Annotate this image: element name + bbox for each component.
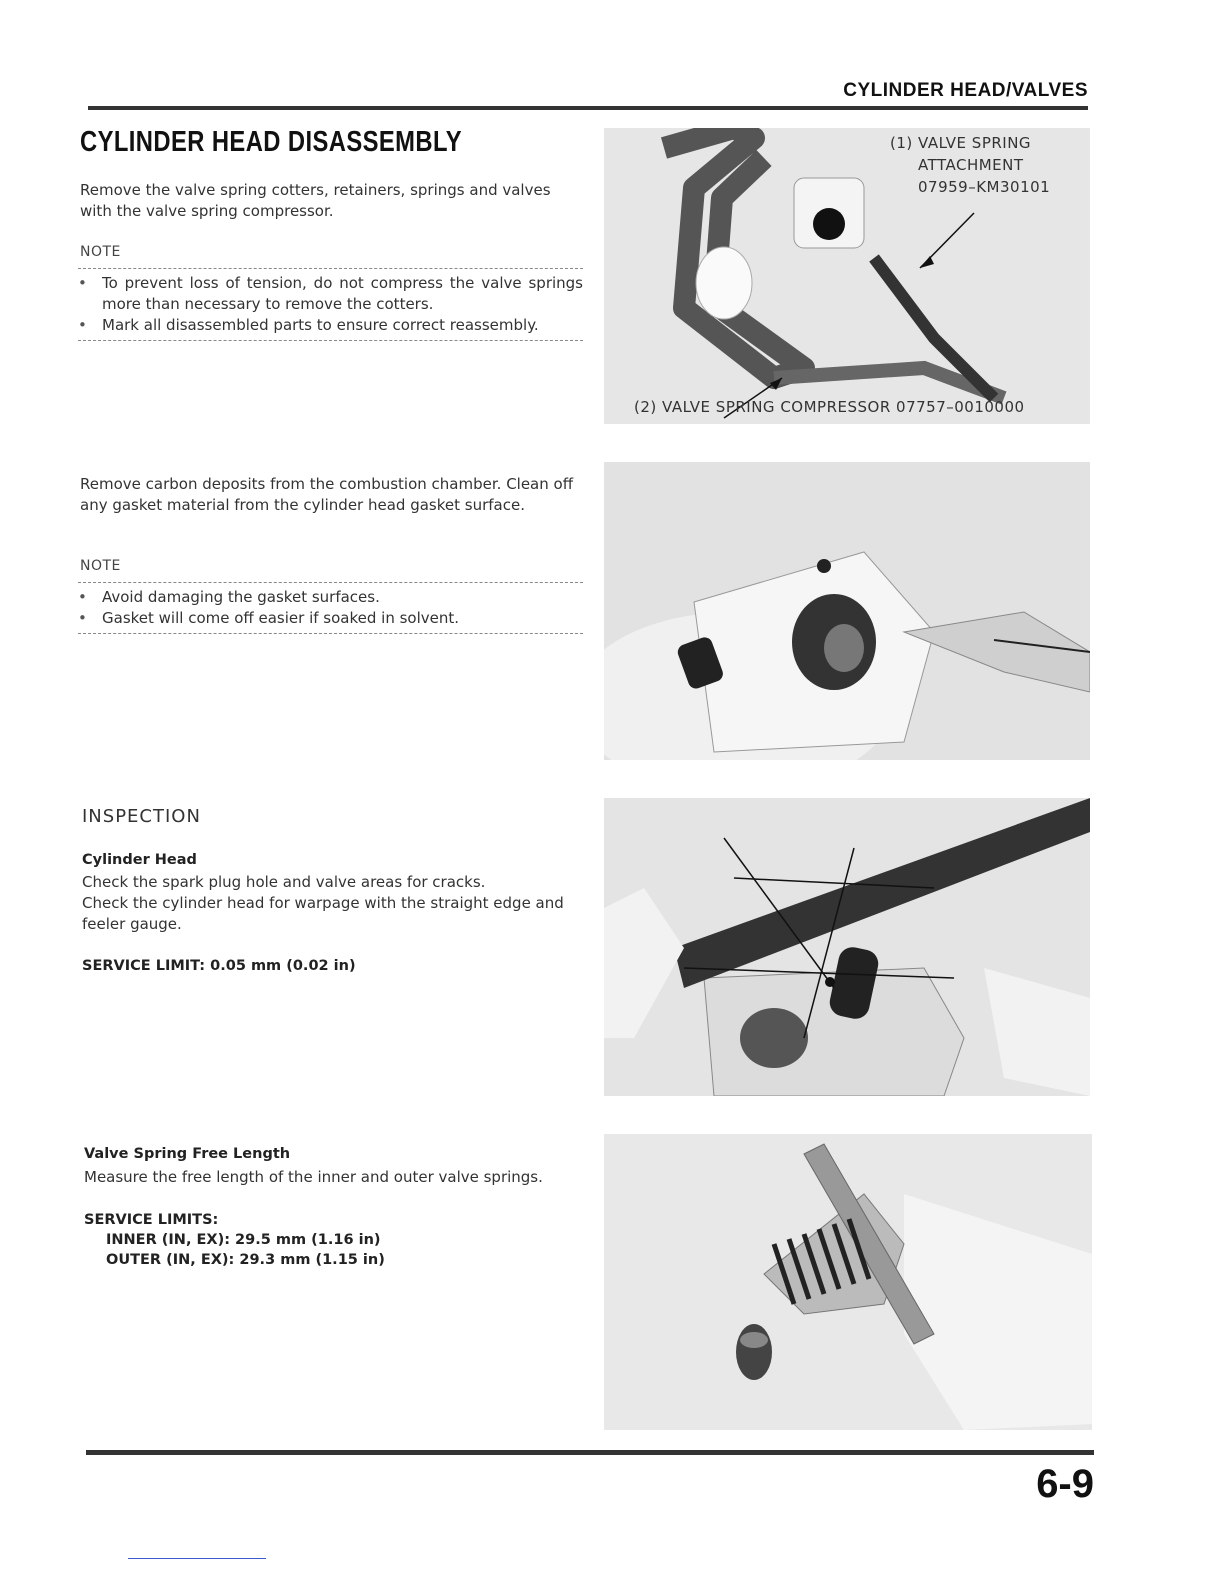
page-title: CYLINDER HEAD DISASSEMBLY [80, 126, 462, 158]
valve-spring-title: Valve Spring Free Length [84, 1146, 291, 1162]
note-item: • Avoid damaging the gasket surfaces. [78, 587, 583, 608]
link-underline [128, 1558, 266, 1559]
service-limit-inner: INNER (IN, EX): 29.5 mm (1.16 in) [106, 1232, 381, 1248]
inspection-heading: INSPECTION [82, 806, 201, 827]
note-item: • Mark all disassembled parts to ensure correct reassembly. [78, 315, 583, 336]
section-header: CYLINDER HEAD/VALVES [843, 80, 1088, 101]
photo-warpage-check [604, 798, 1090, 1096]
note-item: • To prevent loss of tension, do not compress the valve springs more than necessary to remove the cotters. [78, 273, 583, 315]
photo-spring-measurement [604, 1134, 1092, 1430]
callout-1-line1: (1) VALVE SPRING [890, 134, 1032, 152]
cylinder-head-text [82, 872, 592, 935]
callout-1 [890, 132, 1050, 198]
disassembly-intro: Remove the valve spring cotters, retainers, springs and valves with the valve spring compressor. [80, 181, 551, 220]
note-item: • Gasket will come off easier if soaked in solvent. [78, 608, 583, 629]
note-box-1 [78, 268, 583, 341]
photo-valve-spring-compressor [604, 128, 1090, 424]
callout-1-line2: ATTACHMENT [918, 156, 1024, 174]
cylinder-head-title: Cylinder Head [82, 852, 197, 868]
carbon-intro: Remove carbon deposits from the combustion chamber. Clean off any gasket material from the cylinder head gasket surface. [80, 475, 574, 514]
callout-2: (2) VALVE SPRING COMPRESSOR 07757–0010000 [634, 398, 1025, 416]
gasket-illustration [604, 462, 1090, 760]
valve-spring-text: Measure the free length of the inner and outer valve springs. [84, 1168, 543, 1186]
header-rule [88, 106, 1088, 110]
note-label-2: NOTE [80, 558, 121, 574]
service-limits-label: SERVICE LIMITS: [84, 1212, 219, 1228]
footer-rule [86, 1450, 1094, 1455]
service-limit-outer: OUTER (IN, EX): 29.3 mm (1.15 in) [106, 1252, 385, 1268]
cylinder-head-line1: Check the spark plug hole and valve areas for cracks. [82, 873, 486, 891]
cylinder-head-line2: Check the cylinder head for warpage with the straight edge and feeler gauge. [82, 894, 564, 933]
callout-1-line3: 07959–KM30101 [918, 178, 1051, 196]
note-box-2 [78, 582, 583, 634]
page-number: 6-9 [1036, 1462, 1094, 1506]
spring-illustration [604, 1134, 1092, 1430]
note-label-1: NOTE [80, 244, 121, 260]
service-limit: SERVICE LIMIT: 0.05 mm (0.02 in) [82, 958, 356, 974]
warpage-illustration [604, 798, 1090, 1096]
photo-gasket-cleaning [604, 462, 1090, 760]
